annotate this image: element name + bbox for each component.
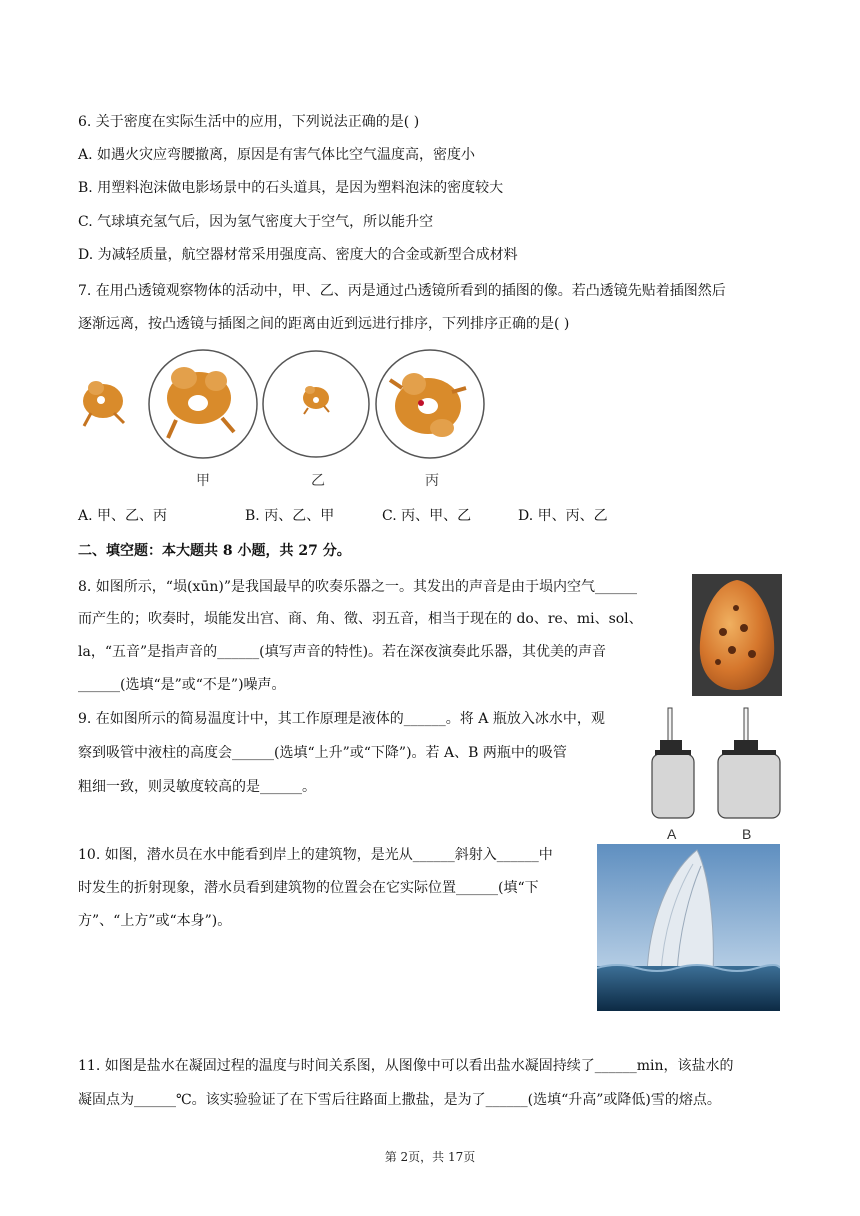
original-illustration — [83, 381, 124, 426]
q10-line2: 时发生的折射现象，潜水员看到建筑物的位置会在它实际位置______(填“下 — [78, 880, 539, 896]
q8-line3: la，“五音”是指声音的______(填写声音的特性)。若在深夜演奏此乐器，其优美的声音 — [78, 644, 607, 660]
q9-line2: 察到吸管中液柱的高度会______(选填“上升”或“下降”)。若 A、B 两瓶中的吸管 — [78, 745, 567, 761]
q6-option-d: D. 为减轻质量，航空器材常采用强度高、密度大的合金或新型合成材料 — [78, 247, 518, 263]
simple-thermometer-figure — [646, 706, 786, 826]
caption-jia: 甲 — [196, 473, 210, 489]
bottle-b — [718, 708, 780, 818]
q7-stem-line1: 7. 在用凸透镜观察物体的活动中，甲、乙、丙是通过凸透镜所看到的插图的像。若凸透镜先贴着插图然后 — [78, 283, 726, 299]
caption-bing: 丙 — [425, 473, 439, 489]
caption-yi: 乙 — [311, 473, 325, 489]
bottle-a-label: A — [667, 826, 677, 842]
section-heading: 二、填空题：本大题共 8 小题，共 27 分。 — [78, 543, 351, 559]
q10-line1: 10. 如图，潜水员在水中能看到岸上的建筑物，是光从______斜射入______中 — [78, 847, 553, 863]
q6-option-b: B. 用塑料泡沫做电影场景中的石头道具，是因为塑料泡沫的密度较大 — [78, 180, 504, 196]
q11-line1: 11. 如图是盐水在凝固过程的温度与时间关系图，从图像中可以看出盐水凝固持续了______min，该盐水的 — [78, 1058, 734, 1074]
q7-option-b: B. 丙、乙、甲 — [245, 508, 335, 524]
q11-line2: 凝固点为______℃。该实验验证了在下雪后往路面上撒盐，是为了______(选填“升高”或降低)雪的熔点。 — [78, 1092, 721, 1108]
q6-option-a: A. 如遇火灾应弯腰撤离，原因是有害气体比空气温度高，密度小 — [78, 147, 476, 163]
bottle-b-label: B — [742, 826, 752, 842]
q7-option-c: C. 丙、甲、乙 — [382, 508, 472, 524]
q8-line2: 而产生的；吹奏时，埙能发出宫、商、角、徵、羽五音，相当于现在的 do、re、mi、sol、 — [78, 611, 643, 627]
q7-stem-line2: 逐渐远离，按凸透镜与插图之间的距离由近到远进行排序，下列排序正确的是( ) — [78, 316, 570, 332]
q9-line1: 9. 在如图所示的简易温度计中，其工作原理是液体的______。将 A 瓶放入冰水中，观 — [78, 711, 605, 727]
q10-line3: 方”、“上方”或“本身”)。 — [78, 913, 232, 929]
q6-option-c: C. 气球填充氢气后，因为氢气密度大于空气，所以能升空 — [78, 214, 434, 230]
q6-stem: 6. 关于密度在实际生活中的应用，下列说法正确的是( ) — [78, 114, 420, 130]
q8-line1: 8. 如图所示，“埙(xūn)”是我国最早的吹奏乐器之一。其发出的声音是由于埙内空气______ — [78, 579, 637, 595]
building-from-underwater-photo — [597, 844, 780, 1011]
q7-option-a: A. 甲、乙、丙 — [78, 508, 168, 524]
q8-line4: ______(选填“是”或“不是”)噪声。 — [78, 677, 286, 693]
page-footer: 第 2页，共 17页 — [384, 1150, 476, 1164]
xun-instrument-photo — [692, 574, 782, 696]
q7-option-d: D. 甲、丙、乙 — [518, 508, 608, 524]
bottle-a — [652, 708, 694, 818]
q9-line3: 粗细一致，则灵敏度较高的是______。 — [78, 779, 316, 795]
